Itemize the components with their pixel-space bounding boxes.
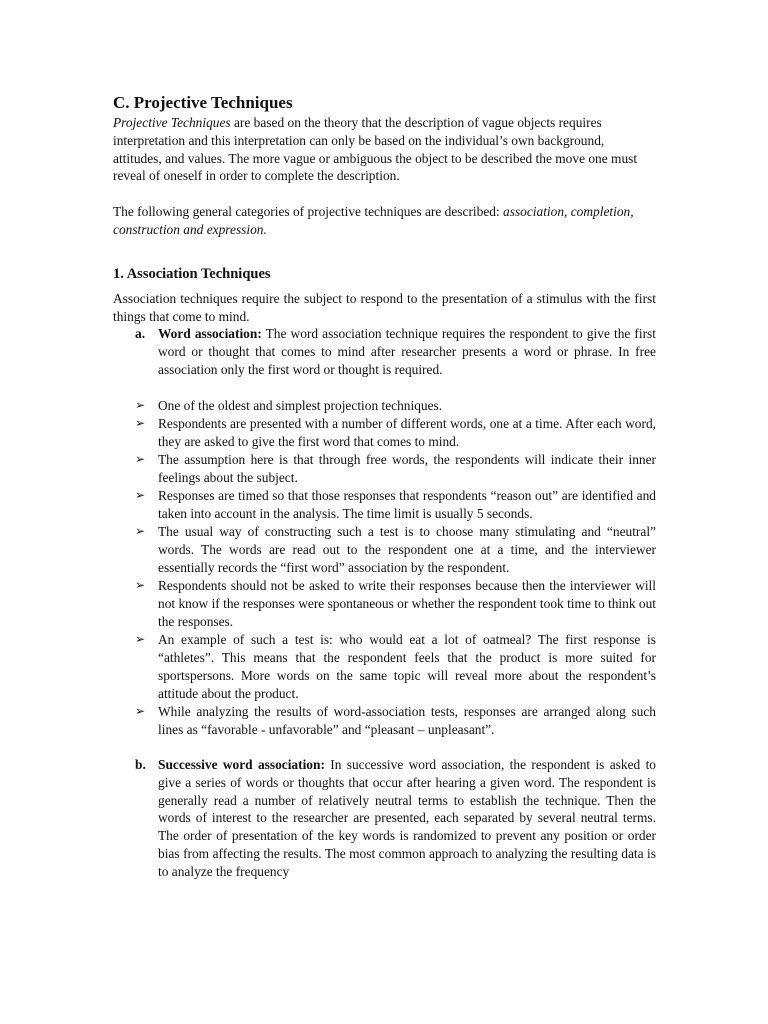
item-term: Successive word association: — [158, 756, 325, 772]
bullet-text: The assumption here is that through free words, the respondents will indicate their inner feelings about the subject. — [158, 452, 656, 485]
item-text: The word association technique requires the respondent to give the first word or thought that comes to mind after researcher presents a word or phrase. In free association only the first word or thought is required. — [158, 326, 656, 377]
list-item — [113, 523, 656, 576]
bullet-text: Respondents are presented with a number of different words, one at a time. After each word, they are asked to give the first word that comes to mind. — [158, 416, 656, 449]
arrow-bullet-icon: ➢ — [135, 632, 146, 647]
intro-text: are based on the theory that the description of vague objects requires interpretation and this interpretation can only be based on the individual’s own background, attitudes, and values. The more vague or ambiguous the object to be described the move one must reveal of oneself in order to complete the description. — [113, 115, 638, 184]
item-letter: b. — [135, 756, 146, 772]
categories-paragraph — [113, 203, 656, 239]
list-item — [113, 703, 656, 739]
bullet-text: While analyzing the results of word-association tests, responses are arranged along such lines as “favorable - unfavorable” and “pleasant – unpleasant”. — [158, 703, 656, 737]
arrow-bullet-icon: ➢ — [135, 703, 146, 718]
section-title: C. Projective Techniques — [113, 93, 293, 112]
list-item — [113, 577, 656, 630]
bullet-text: Respondents should not be asked to write their responses because then the interviewer will not know if the responses were spontaneous or whether the respondent took time to think out the responses. — [158, 578, 656, 629]
bullet-text: One of the oldest and simplest projection techniques. — [158, 397, 443, 413]
arrow-bullet-icon: ➢ — [135, 452, 146, 467]
bullet-text: The usual way of constructing such a test is to choose many stimulating and “neutral” words. The words are read out to the respondent one at a time, and the interviewer essentially records the “first word” association by the respondent. — [158, 524, 656, 575]
list-item — [113, 487, 656, 523]
successive-association-item — [113, 756, 656, 881]
list-item — [113, 451, 656, 487]
word-association-item — [113, 325, 656, 378]
item-letter: a. — [135, 326, 146, 342]
word-association-bullets — [113, 397, 656, 739]
arrow-bullet-icon: ➢ — [135, 578, 146, 593]
association-heading: 1. Association Techniques — [113, 265, 271, 282]
bullet-text: An example of such a test is: who would eat a lot of oatmeal? The first response is “athletes”. This means that the respondent feels that the product is more suited for sportspersons. More words on the same topic will reveal more about the respondent’s attitude about the product. — [158, 632, 656, 701]
intro-term: Projective Techniques — [113, 115, 231, 130]
document-body — [113, 92, 656, 880]
arrow-bullet-icon: ➢ — [135, 397, 146, 412]
arrow-bullet-icon: ➢ — [135, 416, 146, 431]
item-text: In successive word association, the respondent is asked to give a series of words or thoughts that occur after hearing a given word. The respondent is generally read a number of relatively neutral terms to establish the technique. Then the words of interest to the researcher are presented, each separated by several neutral terms. The order of presentation of the key words is randomized to prevent any position or order bias from affecting the results. The most common approach to analyzing the resulting data is to analyze the frequency — [158, 756, 656, 879]
item-term: Word association: — [158, 326, 262, 342]
categories-lead: The following general categories of projective techniques are described: — [113, 204, 504, 220]
arrow-bullet-icon: ➢ — [135, 524, 146, 539]
bullet-text: Responses are timed so that those responses that respondents “reason out” are identified and taken into account in the analysis. The time limit is usually 5 seconds. — [158, 488, 656, 522]
intro-paragraph — [113, 114, 656, 185]
list-item — [113, 397, 656, 415]
list-item — [113, 631, 656, 702]
list-item — [113, 415, 656, 451]
categories-list: association, completion, construction and expression. — [113, 204, 634, 237]
association-intro: Association techniques require the subject to respond to the presentation of a stimulus with the first things that come to mind. — [113, 290, 656, 324]
arrow-bullet-icon: ➢ — [135, 488, 146, 503]
